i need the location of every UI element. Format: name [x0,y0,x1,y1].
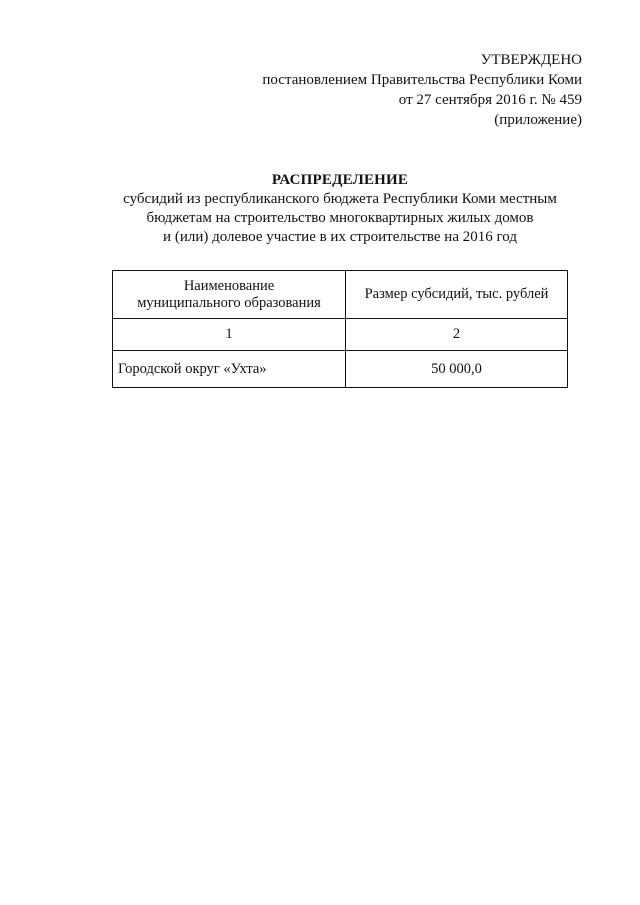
header-subsidy-amount: Размер субсидий, тыс. рублей [346,271,568,319]
approval-date: от 27 сентября 2016 г. № 459 [398,92,582,108]
approval-stamp [262,50,582,130]
table-row [113,351,568,388]
subsidy-amount: 50 000,0 [346,351,568,388]
header-municipality [113,271,346,319]
approval-appendix: (приложение) [494,112,582,128]
document-heading [0,171,640,247]
subtitle-line: бюджетам на строительство многоквартирных жилых домов [146,210,534,226]
column-number: 2 [346,319,568,351]
subtitle-line: и (или) долевое участие в их строительстве на 2016 год [163,229,517,245]
header-municipality-text: Наименование муниципального образования [137,277,321,311]
distribution-table [112,270,568,388]
column-number: 1 [113,319,346,351]
document-subtitle [0,190,640,247]
document-title: РАСПРЕДЕЛЕНИЕ [271,172,409,188]
municipality-name: Городской округ «Ухта» [113,351,346,388]
column-number-row [113,319,568,351]
subtitle-line: субсидий из республиканского бюджета Республики Коми местным [123,191,557,207]
approval-label: УТВЕРЖДЕНО [480,52,582,68]
approval-decree: постановлением Правительства Республики Коми [262,72,582,88]
table-header-row [113,271,568,319]
